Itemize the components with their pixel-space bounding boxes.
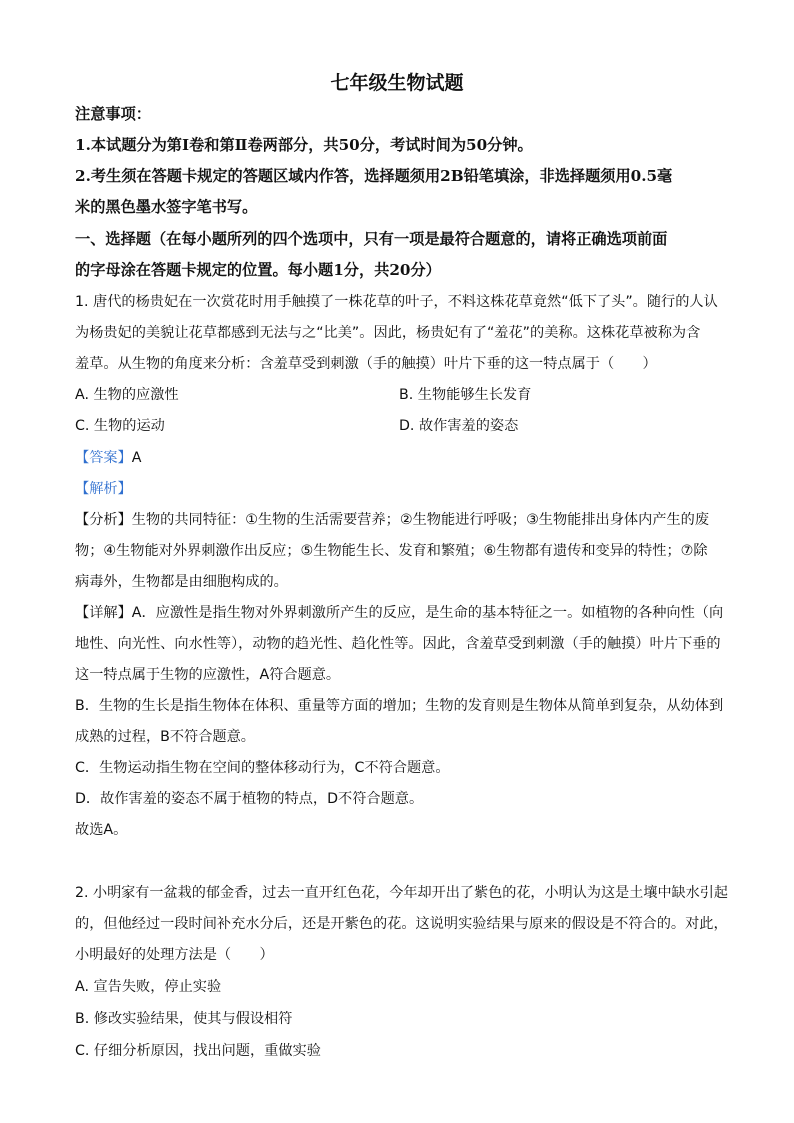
section-heading: 一、选择题（在每小题所列的四个选项中，只有一项是最符合题意的，请将正确选项前面 [75, 230, 668, 248]
question-1-option-a: A. 生物的应激性 [75, 387, 179, 403]
question-2-stem-line-3: 小明最好的处理方法是（ ） [75, 947, 274, 963]
analysis-line-2: 物；④生物能对外界刺激作出反应；⑤生物能生长、发育和繁殖；⑥生物都有遗传和变异的特性；⑦除 [75, 543, 708, 559]
question-1-option-d: D. 故作害羞的姿态 [399, 418, 519, 434]
question-2-option-b: B. 修改实验结果，使其与假设相符 [75, 1011, 293, 1027]
detail-line-5: 成熟的过程，B不符合题意。 [75, 729, 255, 745]
detail-line-3: 这一特点属于生物的应激性，A符合题意。 [75, 667, 341, 683]
page-title: 七年级生物试题 [330, 72, 464, 94]
analysis-tag: 【解析】 [75, 481, 132, 497]
question-1-stem-line-2: 为杨贵妃的美貌让花草都感到无法与之“比美”。因此，杨贵妃有了“羞花”的美称。这株花草被称为含 [75, 325, 701, 341]
notice-item-2: 2.考生须在答题卡规定的答题区域内作答，选择题须用2B铅笔填涂，非选择题须用0.5毫 [75, 167, 673, 185]
question-2-option-a: A. 宣告失败，停止实验 [75, 979, 222, 995]
analysis-line-1: 【分析】生物的共同特征：①生物的生活需要营养；②生物能进行呼吸；③生物能排出身体内产生的废 [75, 512, 710, 528]
detail-line-2: 地性、向光性、向水性等），动物的趋光性、趋化性等。因此，含羞草受到刺激（手的触摸）叶片下垂的 [75, 636, 721, 652]
question-1-answer [75, 448, 141, 468]
detail-line-6: C．生物运动指生物在空间的整体移动行为，C不符合题意。 [75, 760, 450, 776]
detail-line-7: D．故作害羞的姿态不属于植物的特点，D不符合题意。 [75, 791, 424, 807]
detail-line-8: 故选A。 [75, 822, 128, 838]
detail-line-4: B．生物的生长是指生物体在体积、重量等方面的增加；生物的发育则是生物体从简单到复杂，从幼体到 [75, 698, 724, 714]
question-2-option-c: C. 仔细分析原因，找出问题，重做实验 [75, 1043, 321, 1059]
question-1-option-c: C. 生物的运动 [75, 418, 165, 434]
notice-item-2-continued: 米的黑色墨水签字笔书写。 [75, 198, 258, 216]
analysis-line-3: 病毒外，生物都是由细胞构成的。 [75, 574, 288, 590]
answer-tag: 【答案】 [75, 450, 132, 466]
notice-heading: 注意事项： [75, 105, 151, 123]
question-2-stem-line-2: 的，但他经过一段时间补充水分后，还是开紫色的花。这说明实验结果与原来的假设是不符合的。对此， [75, 916, 728, 932]
section-heading-continued: 的字母涂在答题卡规定的位置。每小题1分，共20分） [75, 261, 441, 279]
question-2-stem-line-1: 2. 小明家有一盆栽的郁金香，过去一直开红色花，今年却开出了紫色的花，小明认为这是土壤中缺水引起 [75, 885, 729, 901]
question-1-option-b: B. 生物能够生长发育 [399, 387, 532, 403]
detail-line-1: 【详解】A．应激性是指生物对外界刺激所产生的反应，是生命的基本特征之一。如植物的各种向性（向 [75, 605, 724, 621]
question-1-stem-line-1: 1. 唐代的杨贵妃在一次赏花时用手触摸了一株花草的叶子，不料这株花草竟然“低下了头”。随行的人认 [75, 294, 718, 310]
answer-value: A [131, 450, 142, 466]
question-1-stem-line-3: 羞草。从生物的角度来分析：含羞草受到刺激（手的触摸）叶片下垂的这一特点属于（ ） [75, 356, 657, 372]
notice-item-1: 1.本试题分为第Ⅰ卷和第Ⅱ卷两部分，共50分，考试时间为50分钟。 [75, 136, 533, 154]
